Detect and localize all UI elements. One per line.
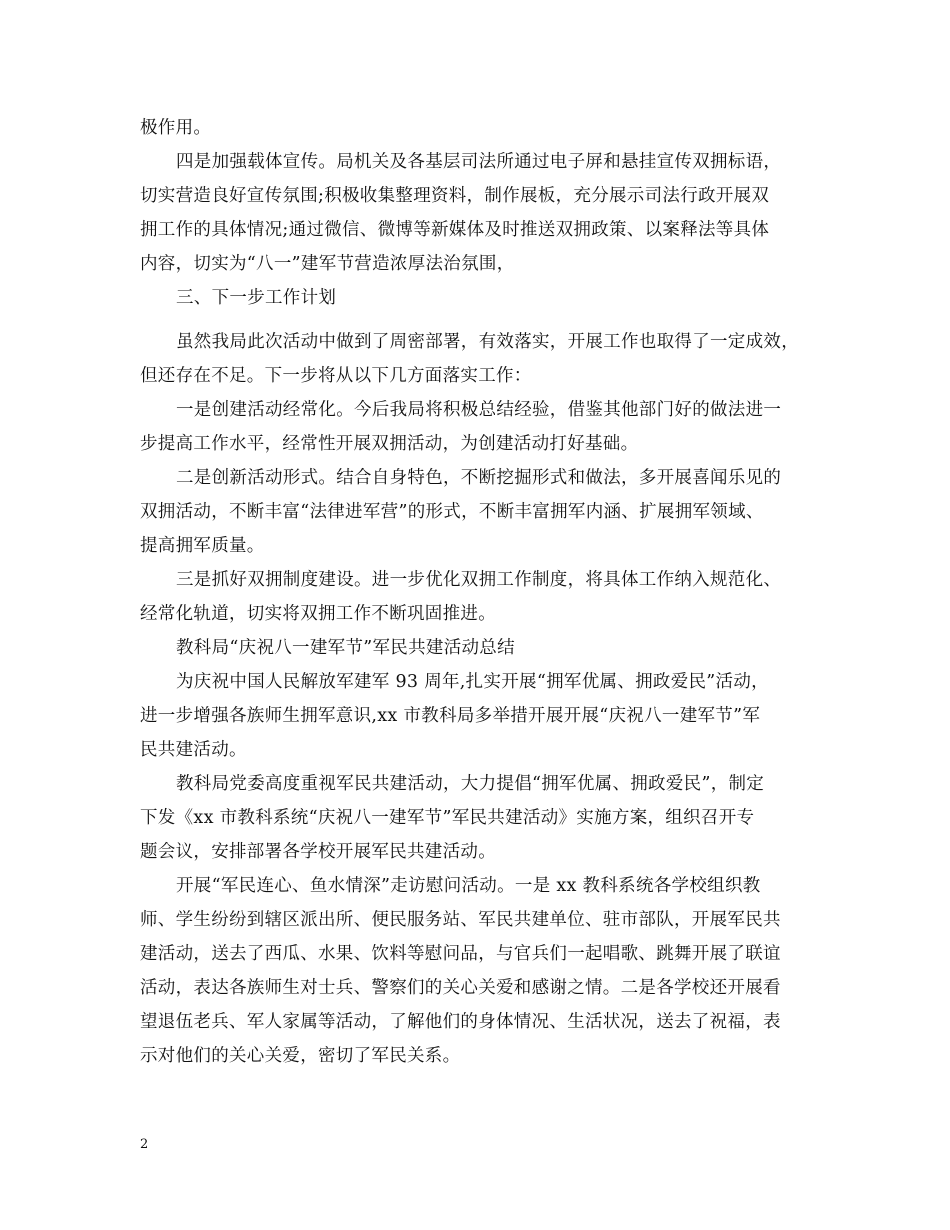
paragraph-line: 开展“军民连心、鱼水情深”走访慰问活动。一是 xx 教科系统各学校组织教 [176, 876, 761, 896]
text-line: 民共建活动。 [140, 740, 247, 760]
text-line: 步提高工作水平，经常性开展双拥活动，为创建活动打好基础。 [140, 434, 639, 454]
text-line: 极作用。 [140, 118, 212, 138]
paragraph-line: 三是抓好双拥制度建设。进一步优化双拥工作制度，将具体工作纳入规范化、 [176, 570, 782, 590]
article-title: 教科局“庆祝八一建军节”军民共建活动总结 [176, 638, 515, 658]
page-number: 2 [140, 1137, 149, 1152]
text-line: 切实营造良好宣传氛围;积极收集整理资料，制作展板，充分展示司法行政开展双 [140, 186, 770, 206]
section-heading: 三、下一步工作计划 [176, 288, 337, 308]
paragraph-line: 虽然我局此次活动中做到了周密部署，有效落实，开展工作也取得了一定成效， [176, 332, 799, 352]
text-line: 师、学生纷纷到辖区派出所、便民服务站、军民共建单位、驻市部队，开展军民共 [140, 910, 781, 930]
paragraph-line: 为庆祝中国人民解放军建军 93 周年,扎实开展“拥军优属、拥政爱民”活动， [176, 672, 769, 692]
text-line: 进一步增强各族师生拥军意识,xx 市教科局多举措开展开展“庆祝八一建军节”军 [140, 706, 761, 726]
text-line: 拥工作的具体情况;通过微信、微博等新媒体及时推送双拥政策、以案释法等具体 [140, 220, 770, 240]
text-line: 提高拥军质量。 [140, 536, 265, 556]
text-line: 但还存在不足。下一步将从以下几方面落实工作： [140, 366, 532, 386]
text-line: 望退伍老兵、军人家属等活动，了解他们的身体情况、生活状况，送去了祝福，表 [140, 1012, 781, 1032]
paragraph-line: 一是创建活动经常化。今后我局将积极总结经验，借鉴其他部门好的做法进一 [176, 400, 782, 420]
text-line: 活动，表达各族师生对士兵、警察们的关心关爱和感谢之情。二是各学校还开展看 [140, 978, 781, 998]
text-line: 下发《xx 市教科系统“庆祝八一建军节”军民共建活动》实施方案，组织召开专 [140, 808, 755, 828]
text-line: 经常化轨道，切实将双拥工作不断巩固推进。 [140, 604, 496, 624]
text-line: 内容，切实为“八一”建军节营造浓厚法治氛围， [140, 254, 515, 274]
paragraph-line: 教科局党委高度重视军民共建活动，大力提倡“拥军优属、拥政爱民”，制定 [176, 774, 765, 794]
text-line: 示对他们的关心关爱，密切了军民关系。 [140, 1046, 461, 1066]
paragraph-line: 二是创新活动形式。结合自身特色，不断挖掘形式和做法，多开展喜闻乐见的 [176, 468, 782, 488]
text-line: 题会议，安排部署各学校开展军民共建活动。 [140, 842, 496, 862]
text-line: 建活动，送去了西瓜、水果、饮料等慰问品，与官兵们一起唱歌、跳舞开展了联谊 [140, 944, 781, 964]
text-line: 双拥活动，不断丰富“法律进军营”的形式，不断丰富拥军内涵、扩展拥军领域、 [140, 502, 764, 522]
paragraph-line: 四是加强载体宣传。局机关及各基层司法所通过电子屏和悬挂宣传双拥标语， [176, 152, 782, 172]
